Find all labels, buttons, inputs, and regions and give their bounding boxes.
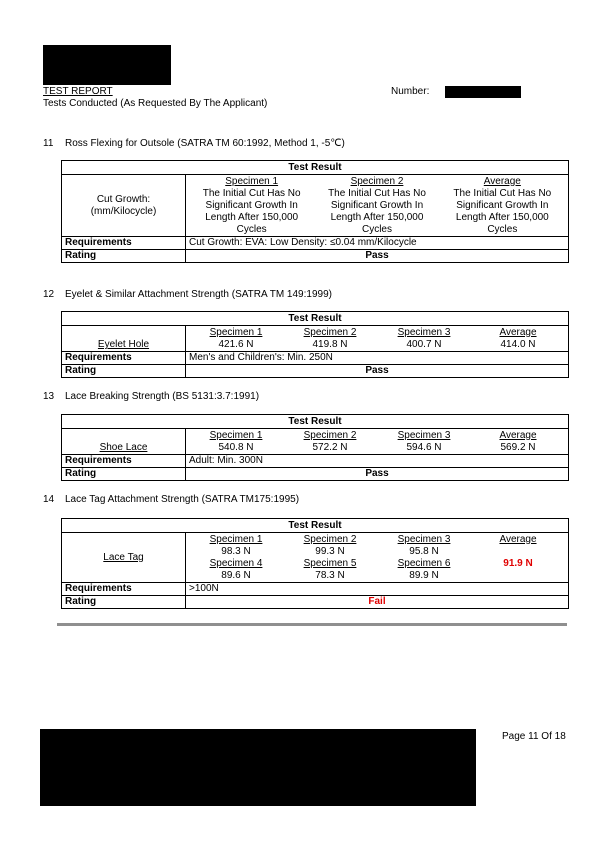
section-12-title: Eyelet & Similar Attachment Strength (SATRA TM 149:1999): [65, 289, 332, 300]
column-head: Average: [483, 175, 521, 187]
section-12-row-label: [62, 326, 186, 352]
section-14-col: [471, 534, 565, 582]
section-14-col: [189, 534, 283, 582]
result-line: Length After 150,000: [330, 211, 424, 223]
section-12-number: 12: [43, 289, 55, 300]
column-head: Specimen 2: [303, 429, 357, 441]
row-label-line: Cut Growth:: [96, 193, 151, 205]
column-head: Average: [499, 429, 537, 441]
result-value: 98.3 N: [221, 545, 251, 557]
section-12-rating: Pass: [186, 365, 569, 378]
result-value: 95.8 N: [409, 545, 439, 557]
section-14-requirements: >100N: [186, 583, 569, 596]
result-value: 89.9 N: [409, 569, 439, 581]
column-head: Specimen 1: [225, 175, 279, 187]
section-13-requirements: Adult: Min. 300N: [186, 455, 569, 468]
section-11-requirements: Cut Growth: EVA: Low Density: ≤0.04 mm/Kilocycle: [186, 237, 569, 250]
result-line: The Initial Cut Has No: [328, 187, 426, 199]
rating-label: Rating: [62, 365, 186, 378]
section-13-col: [189, 430, 283, 454]
section-13-title: Lace Breaking Strength (BS 5131:3.7:1991): [65, 391, 260, 402]
result-value: 569.2 N: [500, 441, 536, 453]
section-13-col: [471, 430, 565, 454]
result-value: 414.0 N: [500, 338, 536, 350]
rating-label: Rating: [62, 250, 186, 263]
column-head: Specimen 2: [350, 175, 404, 187]
section-14-title: Lace Tag Attachment Strength (SATRA TM175:1995): [65, 494, 300, 505]
result-line: Length After 150,000: [205, 211, 299, 223]
column-head: Specimen 1: [209, 326, 263, 338]
test-result-header: Test Result: [62, 519, 569, 533]
requirements-label: Requirements: [62, 237, 186, 250]
section-11-col: [314, 176, 439, 236]
result-line: Significant Growth In: [205, 199, 298, 211]
row-label-line: (mm/Kilocycle): [90, 205, 157, 217]
section-11-row-label: [62, 175, 186, 237]
result-value: 540.8 N: [218, 441, 254, 453]
result-value: 78.3 N: [315, 569, 345, 581]
column-head: Specimen 5: [303, 557, 357, 569]
test-result-header: Test Result: [62, 161, 569, 175]
column-head: Average: [499, 533, 537, 545]
section-12-table: [61, 311, 569, 378]
section-14-table: [61, 518, 569, 609]
column-head: Specimen 3: [397, 533, 451, 545]
result-line: Significant Growth In: [456, 199, 549, 211]
redacted-logo: [43, 45, 171, 85]
section-14-col: [283, 534, 377, 582]
column-head: Specimen 6: [397, 557, 451, 569]
requirements-label: Requirements: [62, 455, 186, 468]
section-13-col: [377, 430, 471, 454]
result-line: Cycles: [487, 223, 518, 235]
column-head: Specimen 2: [303, 326, 357, 338]
result-line: Significant Growth In: [330, 199, 424, 211]
section-14-row-label: [62, 533, 186, 583]
row-label: Shoe Lace: [99, 442, 148, 453]
rating-label: Rating: [62, 468, 186, 481]
result-line: The Initial Cut Has No: [202, 187, 301, 199]
row-label: Eyelet Hole: [97, 339, 150, 350]
row-label: Lace Tag: [103, 551, 144, 563]
section-14-results: [186, 533, 569, 583]
section-11-title: Ross Flexing for Outsole (SATRA TM 60:1992, Method 1, -5℃): [65, 138, 345, 149]
result-line: The Initial Cut Has No: [453, 187, 552, 199]
result-value: 572.2 N: [312, 441, 348, 453]
column-head: Specimen 1: [209, 533, 263, 545]
requirements-label: Requirements: [62, 352, 186, 365]
section-13-results: [186, 429, 569, 455]
result-line: Cycles: [361, 223, 392, 235]
number-label: Number:: [391, 86, 430, 97]
section-11-table: [61, 160, 569, 263]
rating-label: Rating: [62, 596, 186, 609]
column-head: Specimen 1: [209, 429, 263, 441]
section-12-requirements: Men's and Children's: Min. 250N: [186, 352, 569, 365]
result-line: Length After 150,000: [455, 211, 549, 223]
column-head: Specimen 2: [303, 533, 357, 545]
requirements-label: Requirements: [62, 583, 186, 596]
result-value: 421.6 N: [218, 338, 254, 350]
result-value: 89.6 N: [221, 569, 251, 581]
section-12-col: [189, 327, 283, 351]
redacted-report-number: [445, 86, 521, 98]
section-12-results: [186, 326, 569, 352]
report-subtitle: Tests Conducted (As Requested By The Applicant): [43, 98, 268, 109]
result-value: 419.8 N: [312, 338, 348, 350]
section-11-number: 11: [43, 138, 54, 149]
test-result-header: Test Result: [62, 415, 569, 429]
result-value: 99.3 N: [315, 545, 345, 557]
section-11-col: [189, 176, 314, 236]
section-13-row-label: [62, 429, 186, 455]
report-title: TEST REPORT: [43, 86, 113, 97]
result-value: 594.6 N: [406, 441, 442, 453]
section-13-rating: Pass: [186, 468, 569, 481]
section-14-col: [377, 534, 471, 582]
section-13-col: [283, 430, 377, 454]
section-13-table: [61, 414, 569, 481]
result-value: 400.7 N: [406, 338, 442, 350]
page-number: Page 11 Of 18: [502, 731, 566, 742]
column-head: Specimen 4: [209, 557, 263, 569]
column-head: Specimen 3: [397, 326, 451, 338]
redacted-footer-block: [40, 729, 476, 806]
section-11-results: [186, 175, 569, 237]
result-line: Cycles: [236, 223, 267, 235]
section-11-col: [440, 176, 565, 236]
section-12-col: [471, 327, 565, 351]
column-head: Average: [499, 326, 537, 338]
section-11-rating: Pass: [186, 250, 569, 263]
section-12-col: [283, 327, 377, 351]
section-14-number: 14: [43, 494, 55, 505]
section-12-col: [377, 327, 471, 351]
column-head: Specimen 3: [397, 429, 451, 441]
test-result-header: Test Result: [62, 312, 569, 326]
section-13-number: 13: [43, 391, 55, 402]
section-divider: [57, 623, 567, 626]
average-value-fail: 91.9 N: [503, 557, 533, 569]
section-14-rating: Fail: [186, 596, 569, 609]
